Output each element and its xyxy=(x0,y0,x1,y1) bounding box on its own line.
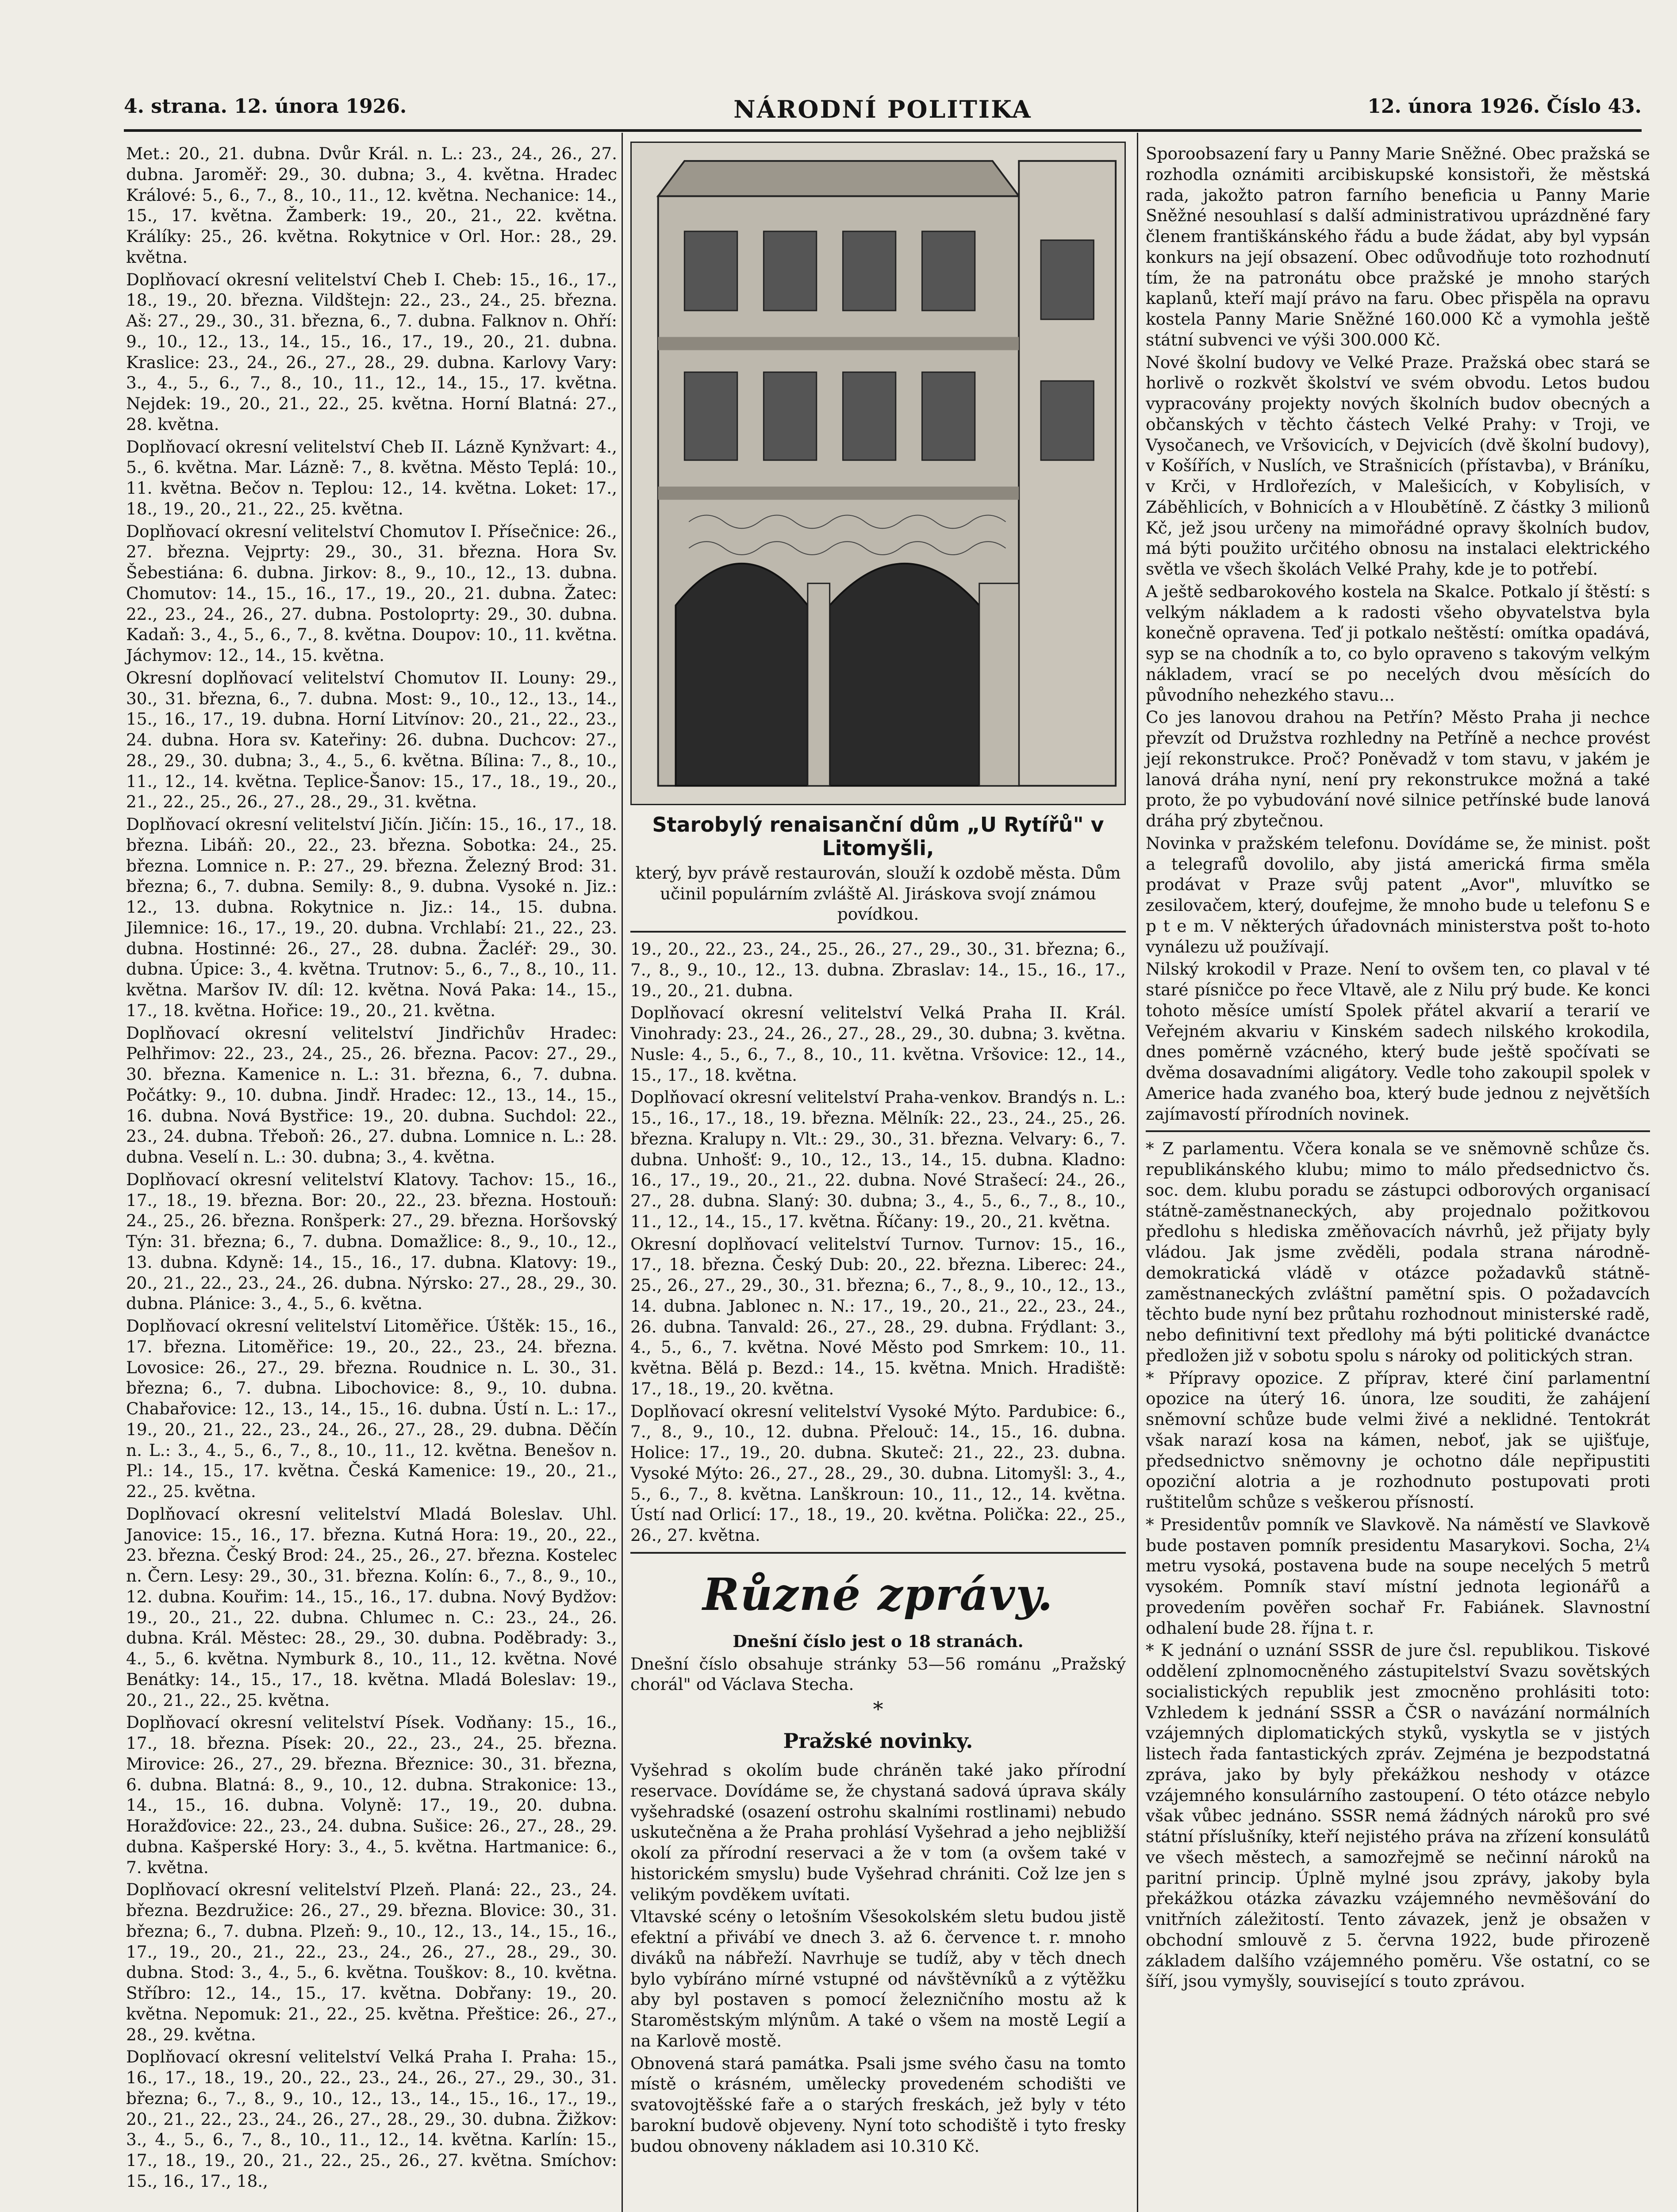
paragraph: Doplňovací okresní velitelství Litoměřice. Úštěk: 15., 16., 17. března. Litoměřice: 19., 20., 22., 23., 24. března. Lovosice: 26., 27., 29. března. Roudnice n. L. 30., 31. března; 6., 7. dubna. Libochovice: 8., 9., 10. dubna. Chabařovice: 12., 13., 14., 15., 16. dubna. Ústí n. L.: 17., 19., 20., 21., 22., 23., 24., 26., 27., 28., 29. dubna. Děčín n. L.: 3., 4., 5., 6., 7., 8., 10., 11., 12. května. Benešov n. Pl.: 14., 15., 17. května. Česká Kamenice: 19., 20., 21., 22., 25. května. xyxy=(126,1316,617,1501)
paragraph: Nilský krokodil v Praze. Není to ovšem ten, co plaval v té staré písničce po řece Vltavě, ale z Nilu prý bude. Ke konci tohoto měsíce umístí Spolek přátel akvarií a terarií ve Veřejném akvariu v Kinském sadech nilského krokodila, dnes poměrně vzácného, který bude ještě spočívati se dvěma dosavadními aligátory. Vedle toho zakoupil spolek v Americe hada zvaného boa, který bude jednou z největších zajímavostí přírodních novinek. xyxy=(1146,959,1650,1124)
column-2 xyxy=(630,142,1126,2156)
paragraph: Vltavské scény o letošním Všesokolském sletu budou jistě efektní a přivábí ve dnech 3. až 6. července t. r. mnoho diváků na nábřeží. Navrhuje se tudíž, aby v těch dnech bylo vybíráno mírné vstupné od návštěvníků a z výtěžku aby byl postaven s pomocí železničního mostu až k Staroměstským mlýnům. A také o všem na mostě Legií a na Karlově mostě. xyxy=(630,1907,1126,2051)
paragraph: 19., 20., 22., 23., 24., 25., 26., 27., 29., 30., 31. března; 6., 7., 8., 9., 10., 12., 13. dubna. Zbraslav: 14., 15., 16., 17., 19., 20., 21. dubna. xyxy=(630,939,1126,1000)
paragraph: Okresní doplňovací velitelství Chomutov II. Louny: 29., 30., 31. března, 6., 7. dubna. Most: 9., 10., 12., 13., 14., 15., 16., 17., 19. dubna. Horní Litvínov: 20., 21., 22., 23., 24. dubna. Hora sv. Kateřiny: 26. dubna. Duchcov: 27., 28., 29., 30. dubna; 3., 4., 5., 6. května. Bílina: 7., 8., 10., 11., 12., 14. května. Teplice-Šanov: 15., 17., 18., 19., 20., 21., 22., 25., 26., 27., 28., 29., 31. května. xyxy=(126,668,617,812)
paragraph: Sporoobsazení fary u Panny Marie Sněžné. Obec pražská se rozhodla oznámiti arcibiskupské konsistoři, že městská rada, jakožto patron farního beneficia u Panny Marie Sněžné nesouhlasí s další administrativou uprázdněné fary členem františkánského řádu a bude žádat, aby byl vypsán konkurs na její obsazení. Obec odůvodňuje toto rozhodnutí tím, že na patronátu obce pražské je mnoho starých kaplanů, kteří mají právo na faru. Obec přispěla na opravu kostela Panny Marie Sněžné 160.000 Kč a vymohla ještě státní subvenci ve výši 300.000 Kč. xyxy=(1146,144,1650,349)
paragraph: Novinka v pražském telefonu. Dovídáme se, že minist. pošt a telegrafů dovolilo, aby jistá americká firma směla prodávat v Praze svůj patent „Avor", mluvítko se zesilovačem, který, doufejme, že mnoho bude u telefonu S e p t e m. V některých úřadovnách ministerstva pošt to-hoto vynálezu už používají. xyxy=(1146,833,1650,956)
paragraph: Doplňovací okresní velitelství Cheb I. Cheb: 15., 16., 17., 18., 19., 20. března. Vildštejn: 22., 23., 24., 25. března. Aš: 27., 29., 30., 31. března, 6., 7. dubna. Falknov n. Ohří: 9., 10., 12., 13., 14., 15., 16., 17., 19., 20., 21. dubna. Kraslice: 23., 24., 26., 27., 28., 29. dubna. Karlovy Vary: 3., 4., 5., 6., 7., 8., 10., 11., 12., 14., 15., 17. května. Nejdek: 19., 20., 21., 22., 25. května. Horní Blatná: 27., 28. května. xyxy=(126,269,617,434)
paragraph: Met.: 20., 21. dubna. Dvůr Král. n. L.: 23., 24., 26., 27. dubna. Jaroměř: 29., 30. dubna; 3., 4. května. Hradec Králové: 5., 6., 7., 8., 10., 11., 12. května. Nechanice: 14., 15., 17. května. Žamberk: 19., 20., 21., 22. května. Králíky: 25., 26. května. Rokytnice v Orl. Hor.: 28., 29. května. xyxy=(126,144,617,267)
paragraph: * Přípravy opozice. Z příprav, které činí parlamentní opozice na úterý 16. února, lze souditi, že zahájení sněmovní schůze bude velmi živé a neklidné. Tentokrát však narazí kosa na kámen, neboť, jak se ujišťuje, předsednictvo sněmovny je ochotno dále nepřipustiti opoziční alotria a je rozhodnuto postupovati proti ruštitelům schůze s veškerou přísností. xyxy=(1146,1368,1650,1512)
divider xyxy=(1146,1130,1650,1132)
notice-title: Dnešní číslo jest o 18 stranách. xyxy=(733,1631,1024,1651)
newspaper-title: NÁRODNÍ POLITIKA xyxy=(733,95,1032,123)
paragraph: * K jednání o uznání SSSR de jure čsl. republikou. Tiskové oddělení zplnomocněného zástupitelství Svazu sovětských socialistických republik jest zmocněno prohlásiti toto: Vzhledem k jednání SSSR a ČSR o navázání normálních vzájemných diplomatických styků, vyskytla se v jistých listech řada fantastických zpráv. Zejména je bezpodstatná zpráva, jako by byly překážkou neshody v otázce vzájemného konsulárního zastoupení. O této otázce nebylo však vůbec jednáno. SSSR nemá žádných nároků pro své státní příslušníky, kteří nejistého práva na zřízení konsulátů ve všech městech, a samozřejmě se nečinní nároků na paritní princip. Úplně mylné jsou zprávy, jakoby byla překážkou otázka závazku vzájemného nevměšování do vnitřních záležitostí. Tento závazek, jenž je obsažen v obchodní smlouvě z 5. června 1922, bude přirozeně základem dalšího vzájemného poměru. Vše ostatní, co se šíří, jsou vymyšly, související s touto zprávou. xyxy=(1146,1640,1650,1991)
paragraph: Doplňovací okresní velitelství Mladá Boleslav. Uhl. Janovice: 15., 16., 17. března. Kutná Hora: 19., 20., 22., 23. března. Český Brod: 24., 25., 26., 27. března. Kostelec n. Čern. Lesy: 29., 30., 31. března. Kolín: 6., 7., 8., 9., 10., 12. dubna. Kouřim: 14., 15., 16., 17. dubna. Nový Bydžov: 19., 20., 21., 22. dubna. Chlumec n. C.: 23., 24., 26. dubna. Král. Městec: 28., 29., 30. dubna. Poděbrady: 3., 4., 5., 6. května. Nymburk 8., 10., 11., 12. května. Nové Benátky: 14., 15., 17., 18. května. Mladá Boleslav: 19., 20., 21., 22., 25. května. xyxy=(126,1504,617,1710)
paragraph: Vyšehrad s okolím bude chráněn také jako přírodní reservace. Dovídáme se, že chystaná sadová úprava skály vyšehradské (osazení ostrohu skalními rostlinami) nebudo uskutečněna a že Praha prohlásí Vyšehrad a jeho nejbližší okolí za přírodní reservaci a že v tom (a ovšem také v historickém smyslu) bude Vyšehrad chrániti. Což lze jen s velikým povděkem uvítati. xyxy=(630,1760,1126,1904)
page-header xyxy=(124,95,1642,131)
paragraph: Doplňovací okresní velitelství Praha-venkov. Brandýs n. L.: 15., 16., 17., 18., 19. března. Mělník: 22., 23., 24., 25., 26. března. Kralupy n. Vlt.: 29., 30., 31. března. Velvary: 6., 7. dubna. Unhošť: 9., 10., 12., 13., 14., 15. dubna. Kladno: 16., 17., 19., 20., 21., 22. dubna. Nové Strašecí: 24., 26., 27., 28. dubna. Slaný: 30. dubna; 3., 4., 5., 6., 7., 8., 10., 11., 12., 14., 15., 17. května. Říčany: 19., 20., 21. května. xyxy=(630,1087,1126,1231)
paragraph: Doplňovací okresní velitelství Velká Praha I. Praha: 15., 16., 17., 18., 19., 20., 22., 23., 24., 26., 27., 29., 30., 31. března; 6., 7., 8., 9., 10., 12., 13., 14., 15., 16., 17., 19., 20., 21., 22., 23., 24., 26., 27., 28., 29., 30. dubna. Žižkov: 3., 4., 5., 6., 7., 8., 10., 11., 12., 14. května. Karlín: 15., 17., 18., 19., 20., 21., 22., 25., 26., 27. května. Smíchov: 15., 16., 17., 18., xyxy=(126,2047,617,2191)
paragraph: Obnovená stará památka. Psali jsme svého času na tomto místě o krásném, umělecky provedeném schodišti ve svatovojtěšské faře a o starých freskách, jež byly v této barokní budově objeveny. Nyní toto schodiště i tyto fresky budou obnoveny nákladem asi 10.310 Kč. xyxy=(630,2053,1126,2156)
photo-caption-title: Starobylý renaisanční dům „U Rytířů" v Litomyšli, xyxy=(652,813,1104,860)
section-title: Různé zprávy. xyxy=(702,1568,1054,1621)
divider xyxy=(630,1552,1126,1554)
paragraph: Doplňovací okresní velitelství Cheb II. Lázně Kynžvart: 4., 5., 6. května. Mar. Lázně: 7., 8. května. Město Teplá: 10., 11. května. Bečov n. Teplou: 12., 14. května. Loket: 17., 18., 19., 20., 21., 22., 25. května. xyxy=(126,437,617,518)
header-issue: 12. února 1926. Číslo 43. xyxy=(1367,95,1642,118)
paragraph: Doplňovací okresní velitelství Plzeň. Planá: 22., 23., 24. března. Bezdružice: 26., 27., 29. března. Blovice: 30., 31. března; 6., 7. dubna. Plzeň: 9., 10., 12., 13., 14., 15., 16., 17., 19., 20., 21., 22., 23., 24., 26., 27., 28., 29., 30. dubna. Stod: 3., 4., 5., 6. května. Touškov: 8., 10. května. Stříbro: 12., 14., 15., 17. května. Dobřany: 19., 20. května. Nepomuk: 21., 22., 25. května. Přeštice: 26., 27., 28., 29. května. xyxy=(126,1880,617,2044)
paragraph: Nové školní budovy ve Velké Praze. Pražská obec stará se horlivě o rozkvět školství ve svém obvodu. Letos budou vypracovány projekty nových školních budov obecných a občanských v těchto částech Velké Prahy: v Troji, ve Vysočanech, ve Vršovicích, v Dejvicích (dvě školní budovy), v Košířích, v Nuslích, ve Strašnicích (přístavba), v Bráníku, v Krči, v Hrdlořezích, v Malešicích, v Kobylisích, v Záběhlicích, v Bohnicích a v Hloubětíně. Z částky 3 milionů Kč, jež jsou určeny na mimořádné opravy školních budov, má býti použito určitého obnosu na instalaci elektrického světla ve všech školách Velké Prahy, kde je to potřebí. xyxy=(1146,352,1650,579)
paragraph: Doplňovací okresní velitelství Velká Praha II. Král. Vinohrady: 23., 24., 26., 27., 28., 29., 30. dubna; 3. května. Nusle: 4., 5., 6., 7., 8., 10., 11. května. Vršovice: 12., 14., 15., 17., 18. května. xyxy=(630,1003,1126,1085)
column-divider xyxy=(1137,133,1138,2212)
header-page-date: 4. strana. 12. února 1926. xyxy=(124,95,407,118)
subsection-title: Pražské novinky. xyxy=(783,1728,973,1753)
paragraph: Doplňovací okresní velitelství Písek. Vodňany: 15., 16., 17., 18. března. Písek: 20., 22., 23., 24., 25. března. Mirovice: 26., 27., 29. března. Březnice: 30., 31. března, 6. dubna. Blatná: 8., 9., 10., 12. dubna. Strakonice: 13., 14., 15., 16. dubna. Volyně: 17., 19., 20. dubna. Horažďovice: 22., 23., 24. dubna. Sušice: 26., 27., 28., 29. dubna. Kašperské Hory: 3., 4., 5. května. Hartmanice: 6., 7. května. xyxy=(126,1713,617,1877)
house-photo xyxy=(630,142,1126,805)
paragraph: Doplňovací okresní velitelství Jindřichův Hradec: Pelhřimov: 22., 23., 24., 25., 26. března. Pacov: 27., 29., 30. března. Kamenice n. L.: 31. března, 6., 7. dubna. Počátky: 9., 10. dubna. Jindř. Hradec: 12., 13., 14., 15., 16. dubna. Nová Bystřice: 19., 20. dubna. Suchdol: 22., 23., 24. dubna. Třeboň: 26., 27. dubna. Lomnice n. L.: 28. dubna. Veselí n. L.: 30. dubna; 3., 4. května. xyxy=(126,1023,617,1167)
paragraph: Doplňovací okresní velitelství Chomutov I. Přísečnice: 26., 27. března. Vejprty: 29., 30., 31. března. Hora Sv. Šebestiána: 6. dubna. Jirkov: 8., 9., 10., 12., 13. dubna. Chomutov: 14., 15., 16., 17., 19., 20., 21. dubna. Žatec: 22., 23., 24., 26., 27. dubna. Postoloprty: 29., 30. dubna. Kadaň: 3., 4., 5., 6., 7., 8. května. Doupov: 10., 11. května. Jáchymov: 12., 14., 15. května. xyxy=(126,521,617,665)
photo-caption-text: který, byv právě restaurován, slouží k ozdobě města. Dům učinil populárním zvláště Al. Jiráskova svojí známou povídkou. xyxy=(635,863,1121,924)
paragraph: * Presidentův pomník ve Slavkově. Na náměstí ve Slavkově bude postaven pomník presidentu Masarykovi. Socha, 2¼ metru vysoká, postavena bude na soupe necelých 5 metrů vysokém. Pomník staví místní jednota legionářů a provedením pověřen sochař Fr. Fabiánek. Slavnostní odhalení bude 28. října t. r. xyxy=(1146,1514,1650,1638)
renaissance-house-illustration xyxy=(632,143,1124,804)
divider xyxy=(630,931,1126,933)
notice-text: Dnešní číslo obsahuje stránky 53—56 románu „Pražský chorál" od Václava Stecha. xyxy=(630,1654,1126,1694)
column-1 xyxy=(126,142,617,2192)
column-3 xyxy=(1146,142,1650,1992)
separator-star: * xyxy=(873,1697,883,1721)
paragraph: Doplňovací okresní velitelství Jičín. Jičín: 15., 16., 17., 18. března. Libáň: 20., 22., 23. března. Sobotka: 24., 25. března. Lomnice n. P.: 27., 29. března. Železný Brod: 31. března; 6., 7. dubna. Semily: 8., 9. dubna. Vysoké n. Jiz.: 12., 13. dubna. Rokytnice n. Jiz.: 14., 15. dubna. Jilemnice: 16., 17., 19., 20. dubna. Vrchlabí: 21., 22., 23. dubna. Hostinné: 26., 27., 28. dubna. Žacléř: 29., 30. dubna. Úpice: 3., 4. května. Trutnov: 5., 6., 7., 8., 10., 11. května. Maršov IV. díl: 12. května. Nová Paka: 14., 15., 17., 18. května. Hořice: 19., 20., 21. května. xyxy=(126,814,617,1020)
paragraph: Doplňovací okresní velitelství Klatovy. Tachov: 15., 16., 17., 18., 19. března. Bor: 20., 22., 23. března. Hostouň: 24., 25., 26. března. Ronšperk: 27., 29. března. Horšovský Týn: 31. března; 6., 7. dubna. Domažlice: 8., 9., 10., 12., 13. dubna. Kdyně: 14., 15., 16., 17. dubna. Klatovy: 19., 20., 21., 22., 23., 24., 26. dubna. Nýrsko: 27., 28., 29., 30. dubna. Plánice: 3., 4., 5., 6. května. xyxy=(126,1169,617,1313)
paragraph: Co jes lanovou drahou na Petřín? Město Praha ji nechce převzít od Družstva rozhledny na Petříně a nechce provést její rekonstrukce. Proč? Poněvadž v tom stavu, v jakém je lanová dráha nyní, není pry rekonstrukce možná a také proto, že po vybudování nové silnice petřínské bude lanová dráha prý zbytečnou. xyxy=(1146,707,1650,830)
header-rule xyxy=(124,129,1642,132)
column-divider xyxy=(622,133,623,2212)
paragraph: A ještě sedbarokového kostela na Skalce. Potkalo jí štěstí: s velkým nákladem a k radosti všeho obyvatelstva byla konečně opravena. Teď ji potkalo neštěstí: omítka opadává, syp se na chodník a to, co bylo opraveno s takovým velkým nákladem, vrací se po necelých dvou měsících do původního nehezkého stavu... xyxy=(1146,581,1650,705)
paragraph: Okresní doplňovací velitelství Turnov. Turnov: 15., 16., 17., 18. března. Český Dub: 20., 22. března. Liberec: 24., 25., 26., 27., 29., 30., 31. března; 6., 7., 8., 9., 10., 12., 13., 14. dubna. Jablonec n. N.: 17., 19., 20., 21., 22., 23., 24., 26. dubna. Tanvald: 26., 27., 28., 29. dubna. Frýdlant: 3., 4., 5., 6., 7. května. Nové Město pod Smrkem: 10., 11. května. Bělá p. Bezd.: 14., 15. května. Mnich. Hradiště: 17., 18., 19., 20. května. xyxy=(630,1234,1126,1398)
paragraph: * Z parlamentu. Včera konala se ve sněmovně schůze čs. republikánského klubu; mimo to málo předsednictvo čs. soc. dem. klubu poradu se zástupci odborových organisací státně-zaměstnaneckých, aby projednalo požitkovou předlohu s hlediska změňovacích návrhů, jež přijaty byly vládou. Jak jsme zvěděli, podala strana národně-demokratická vládě v otázce požadavků státně-zaměstnaneckých zvláštní pamětní spis. O požadavcích těchto bude nyní bez průtahu rozhodnout ministerské radě, nebo definitivní text předlohy má býti politické dvanáctce předložen již v sobotu spolu s nároky od politických stran. xyxy=(1146,1139,1650,1365)
paragraph: Doplňovací okresní velitelství Vysoké Mýto. Pardubice: 6., 7., 8., 9., 10., 12. dubna. Přelouč: 14., 15., 16. dubna. Holice: 17., 19., 20. dubna. Skuteč: 21., 22., 23. dubna. Vysoké Mýto: 26., 27., 28., 29., 30. dubna. Litomyšl: 3., 4., 5., 6., 7., 8. května. Lanškroun: 10., 11., 12., 14. května. Ústí nad Orlicí: 17., 18., 19., 20. května. Polička: 22., 25., 26., 27. května. xyxy=(630,1401,1126,1545)
